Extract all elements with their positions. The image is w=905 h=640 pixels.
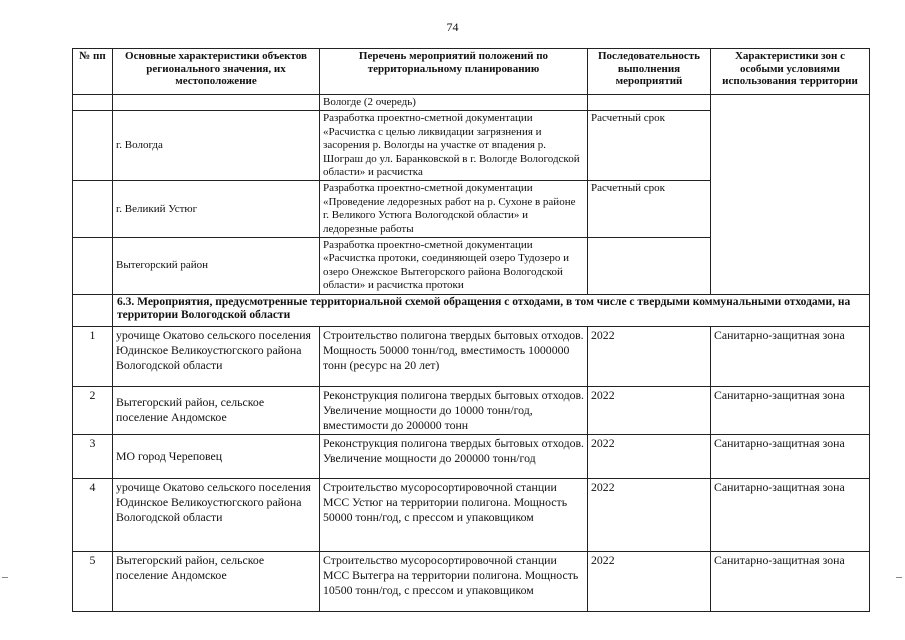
- location-cell: г. Вологда: [113, 111, 320, 181]
- sequence-cell: [588, 238, 711, 295]
- location-cell: Вытегорский район, сельское поселение Андомское: [113, 386, 320, 434]
- row-number: 2: [73, 386, 113, 434]
- location-cell: урочище Окатово сельского поселения Юдинское Великоустюгского района Вологодской области: [113, 478, 320, 551]
- table-row: [73, 434, 870, 478]
- location-cell: МО город Череповец: [113, 434, 320, 478]
- sequence-cell: Расчетный срок: [588, 111, 711, 181]
- zone-cell: Санитарно-защитная зона: [711, 478, 870, 551]
- table-row: [73, 478, 870, 551]
- section-title: 6.3. Мероприятия, предусмотренные территориальной схемой обращения с отходами, в том числе с твердыми коммунальными отходами, на территории Вологодской области: [113, 294, 870, 326]
- sequence-cell: 2022: [588, 551, 711, 611]
- sequence-cell: 2022: [588, 386, 711, 434]
- sequence-cell: 2022: [588, 478, 711, 551]
- location-cell: Вытегорский район: [113, 238, 320, 295]
- table-row: [73, 326, 870, 386]
- zone-cell: Санитарно-защитная зона: [711, 551, 870, 611]
- zone-cell-merged: [711, 95, 870, 295]
- zone-cell: Санитарно-защитная зона: [711, 434, 870, 478]
- scan-mark-left: [2, 577, 8, 578]
- header-objects: Основные характеристики объектов регионального значения, их местоположение: [113, 49, 320, 95]
- table-row: [73, 551, 870, 611]
- measure-cell: Реконструкция полигона твердых бытовых отходов. Увеличение мощности до 10000 тонн/год, вместимости до 200000 тонн: [320, 386, 588, 434]
- row-number: 5: [73, 551, 113, 611]
- planning-table: [72, 48, 870, 612]
- header-row: [73, 49, 870, 95]
- measure-cell: Строительство мусоросортировочной станции МСС Устюг на территории полигона. Мощность 50000 тонн/год, с прессом и упаковщиком: [320, 478, 588, 551]
- sequence-cell: Расчетный срок: [588, 181, 711, 238]
- measure-cell: Строительство полигона твердых бытовых отходов. Мощность 50000 тонн/год, вместимость 1000000 тонн (ресурс на 20 лет): [320, 326, 588, 386]
- table-row: [73, 95, 870, 111]
- location-cell: Вытегорский район, сельское поселение Андомское: [113, 551, 320, 611]
- zone-cell: Санитарно-защитная зона: [711, 326, 870, 386]
- header-num: № пп: [73, 49, 113, 95]
- scan-mark-right: [896, 577, 902, 578]
- header-sequence: Последовательность выполнения мероприятий: [588, 49, 711, 95]
- measure-cell: Разработка проектно-сметной документации «Проведение ледорезных работ на р. Сухоне в районе г. Великого Устюга Вологодской области» и ледорезные работы: [320, 181, 588, 238]
- page-number: 74: [446, 20, 459, 34]
- row-number: 3: [73, 434, 113, 478]
- location-cell: г. Великий Устюг: [113, 181, 320, 238]
- measure-cell: Реконструкция полигона твердых бытовых отходов. Увеличение мощности до 200000 тонн/год: [320, 434, 588, 478]
- sequence-cell: 2022: [588, 434, 711, 478]
- table-row: [73, 386, 870, 434]
- header-measures: Перечень мероприятий положений по территориальному планированию: [320, 49, 588, 95]
- measure-cell: Разработка проектно-сметной документации «Расчистка протоки, соединяющей озеро Тудозеро и озеро Онежское Вытегорского района Вологодской области» и расчистка протоки: [320, 238, 588, 295]
- header-zones: Характеристики зон с особыми условиями использования территории: [711, 49, 870, 95]
- sequence-cell: 2022: [588, 326, 711, 386]
- zone-cell: Санитарно-защитная зона: [711, 386, 870, 434]
- section-row: [73, 294, 870, 326]
- measure-cell: Разработка проектно-сметной документации «Расчистка с целью ликвидации загрязнения и засорения р. Вологды на участке от впадения р. Шограш до ул. Баранковской в г. Вологде Вологодской области» и расчистка: [320, 111, 588, 181]
- location-cell: урочище Окатово сельского поселения Юдинское Великоустюгского района Вологодской области: [113, 326, 320, 386]
- row-number: 4: [73, 478, 113, 551]
- measure-cell: Вологде (2 очередь): [320, 95, 588, 111]
- measure-cell: Строительство мусоросортировочной станции МСС Вытегра на территории полигона. Мощность 10500 тонн/год, с прессом и упаковщиком: [320, 551, 588, 611]
- row-number: 1: [73, 326, 113, 386]
